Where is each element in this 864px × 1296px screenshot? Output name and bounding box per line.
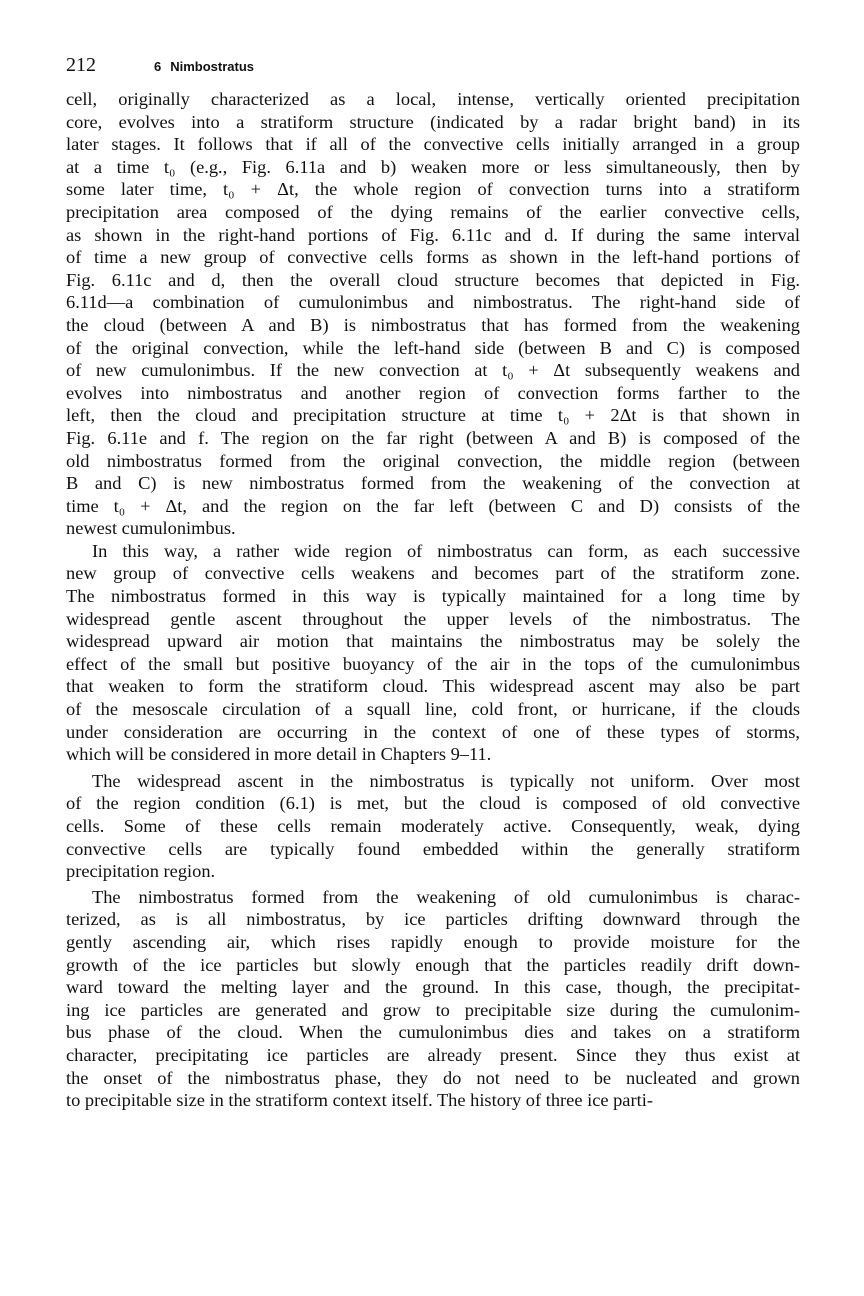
text-line: In this way, a rather wide region of nimbostratus can form, as each successive xyxy=(92,540,800,561)
text-line: core, evolves into a stratiform structure (indicated by a radar bright band) in its xyxy=(66,111,800,132)
text-line: convective cells are typically found embedded within the generally stratiform xyxy=(66,838,800,859)
text-line: cell, originally characterized as a local, intense, vertically oriented precipitation xyxy=(66,89,800,109)
text-line: The widespread ascent in the nimbostratus is typically not uniform. Over most xyxy=(92,770,800,791)
page-number: 212 xyxy=(66,54,96,76)
paragraph xyxy=(66,540,800,766)
text-line: ing ice particles are generated and grow to precipitable size during the cumulonim- xyxy=(66,999,800,1020)
text-line: widespread upward air motion that maintains the nimbostratus may be solely the xyxy=(66,631,800,652)
text-line: gently ascending air, which rises rapidly enough to provide moisture for the xyxy=(66,931,800,952)
text-line: Fig. 6.11c and d, then the overall cloud structure becomes that depicted in Fig. xyxy=(66,269,800,290)
text-line: of the original convection, while the left-hand side (between B and C) is composed xyxy=(66,337,800,358)
paragraph xyxy=(66,770,800,883)
running-header xyxy=(66,54,254,84)
text-line: of the mesoscale circulation of a squall line, cold front, or hurricane, if the clouds xyxy=(66,699,800,720)
text-line: of time a new group of convective cells forms as shown in the left-hand portions of xyxy=(66,247,800,268)
text-line: newest cumulonimbus. xyxy=(66,518,236,539)
text-line: evolves into nimbostratus and another region of convection forms farther to the xyxy=(66,382,800,403)
text-line: later stages. It follows that if all of the convective cells initially arranged in a group xyxy=(66,134,800,155)
text-line: the cloud (between A and B) is nimbostratus that has formed from the weakening xyxy=(66,314,800,335)
text-line: left, then the cloud and precipitation structure at time t₀ + 2Δt is that shown in xyxy=(66,405,800,426)
chapter-title: Nimbostratus xyxy=(170,59,255,74)
text-line: at a time t₀ (e.g., Fig. 6.11a and b) weaken more or less simultaneously, then by xyxy=(66,156,800,177)
text-line: to precipitable size in the stratiform context itself. The history of three ice parti- xyxy=(66,1090,653,1111)
text-line: old nimbostratus formed from the original convection, the middle region (between xyxy=(66,450,800,471)
text-line: new group of convective cells weakens and becomes part of the stratiform zone. xyxy=(66,563,800,584)
text-line: terized, as is all nimbostratus, by ice particles drifting downward through the xyxy=(66,909,800,930)
text-line: as shown in the right-hand portions of Fig. 6.11c and d. If during the same interval xyxy=(66,224,800,245)
text-line: of the region condition (6.1) is met, but the cloud is composed of old convective xyxy=(66,793,800,814)
paragraph xyxy=(66,886,800,1112)
text-line: precipitation area composed of the dying remains of the earlier convective cells, xyxy=(66,201,800,222)
text-line: under consideration are occurring in the context of one of these types of storms, xyxy=(66,721,800,742)
text-line: 6.11d—a combination of cumulonimbus and nimbostratus. The right-hand side of xyxy=(66,292,800,313)
text-line: ward toward the melting layer and the ground. In this case, though, the precipitat- xyxy=(66,977,800,998)
text-line: precipitation region. xyxy=(66,861,216,882)
text-line: of new cumulonimbus. If the new convection at t₀ + Δt subsequently weakens and xyxy=(66,360,800,381)
text-line: widespread gentle ascent throughout the upper levels of the nimbostratus. The xyxy=(66,608,800,629)
chapter-number: 6 xyxy=(154,59,162,74)
text-line: The nimbostratus formed in this way is typically maintained for a long time by xyxy=(66,586,800,607)
body-text xyxy=(66,88,800,1112)
text-line: Fig. 6.11e and f. The region on the far right (between A and B) is composed of the xyxy=(66,427,800,448)
paragraph xyxy=(66,88,800,540)
text-line: growth of the ice particles but slowly enough that the particles readily drift down- xyxy=(66,954,800,975)
text-line: character, precipitating ice particles are already present. Since they thus exist at xyxy=(66,1044,800,1065)
text-line: cells. Some of these cells remain moderately active. Consequently, weak, dying xyxy=(66,816,800,836)
text-line: effect of the small but positive buoyancy of the air in the tops of the cumulonimbus xyxy=(66,653,800,674)
text-line: the onset of the nimbostratus phase, they do not need to be nucleated and grown xyxy=(66,1067,800,1088)
text-line: B and C) is new nimbostratus formed from the weakening of the convection at xyxy=(66,473,800,494)
text-line: some later time, t₀ + Δt, the whole region of convection turns into a stratiform xyxy=(66,179,800,200)
text-line: that weaken to form the stratiform cloud. This widespread ascent may also be part xyxy=(66,676,800,697)
text-line: The nimbostratus formed from the weakening of old cumulonimbus is charac- xyxy=(92,886,800,907)
text-line: time t₀ + Δt, and the region on the far left (between C and D) consists of the xyxy=(66,495,800,516)
text-line: bus phase of the cloud. When the cumulonimbus dies and takes on a stratiform xyxy=(66,1022,800,1043)
text-line: which will be considered in more detail in Chapters 9–11. xyxy=(66,744,492,765)
